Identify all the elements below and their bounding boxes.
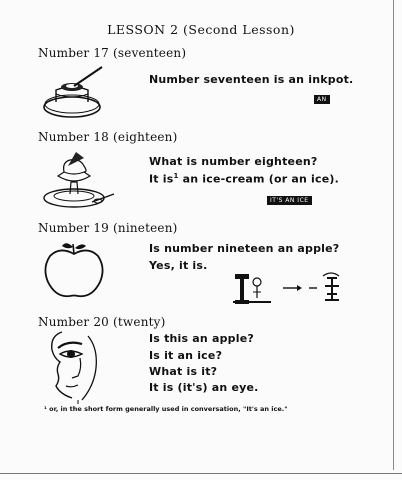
sentence-19-2: Yes, it is.: [149, 259, 208, 272]
footnote: ¹ or, in the short form generally used in conversation, "It's an ice.": [44, 405, 288, 413]
page-edge-bottom: [0, 473, 402, 474]
sentence-20-2: Is it an ice?: [149, 349, 223, 362]
pictogram-drawing: [233, 270, 353, 306]
heading-number-20: Number 20 (twenty): [38, 315, 166, 329]
heading-number-19: Number 19 (nineteen): [38, 221, 178, 235]
sentence-17-1: Number seventeen is an inkpot.: [149, 73, 354, 86]
inkpot-drawing: [40, 64, 120, 124]
sentence-20-3: What is it?: [149, 365, 218, 378]
ice-cream-drawing: [40, 146, 120, 214]
sentence-18-2: It $is^1$ an ice-cream (or an ice).: [149, 172, 340, 186]
apple-drawing: [40, 240, 110, 302]
heading-number-17: Number 17 (seventeen): [38, 46, 187, 60]
tag-an: AN: [314, 95, 330, 104]
page-edge-right: [393, 0, 394, 470]
sentence-19-1: Is number nineteen an apple?: [149, 242, 340, 255]
sentence-20-4: It is (it's) an eye.: [149, 381, 259, 394]
face-drawing: [42, 328, 112, 404]
heading-number-18: Number 18 (eighteen): [38, 130, 178, 144]
sentence-18-1: What is number eighteen?: [149, 155, 318, 168]
lesson-title: LESSON 2 (Second Lesson): [107, 22, 295, 37]
sentence-20-1: Is this an apple?: [149, 332, 254, 345]
tag-its-an-ice: IT'S AN ICE: [267, 196, 312, 205]
